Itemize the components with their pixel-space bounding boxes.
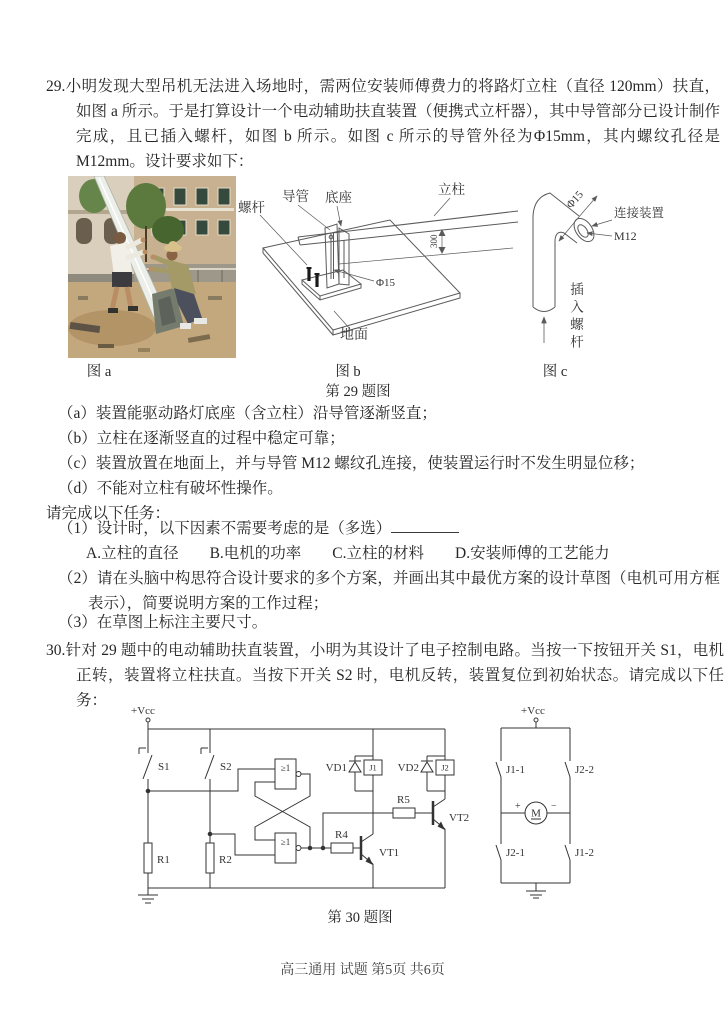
c1-vd1-label: VD1 [325, 762, 347, 774]
page-footer: 高三通用 试题 第5页 共6页 [280, 963, 445, 978]
q29-task1 [58, 516, 459, 541]
q29-tasks-intro: 请完成以下任务： [46, 505, 171, 522]
fig-b-label-phi15: Φ15 [376, 277, 396, 289]
c1-s1-label: S1 [158, 761, 170, 773]
fig-29-group-caption: 第 29 题图 [325, 384, 391, 400]
requirement-b: （b）立柱在逐渐竖直的过程中稳定可靠； [58, 430, 345, 447]
requirement-a: （a）装置能驱动路灯底座（含立柱）沿导管逐渐竖直； [58, 405, 437, 422]
c1-gate2-label: ≥1 [280, 837, 291, 847]
ground-symbol [526, 883, 546, 898]
c2-motor-label: M [531, 807, 541, 820]
q29-stem [46, 74, 720, 174]
switch-s2 [201, 729, 214, 843]
fig-c-caption: 图 c [542, 364, 568, 380]
fig-b-label-base: 底座 [325, 190, 352, 205]
switch-s1 [139, 729, 152, 843]
resistor-r5 [393, 808, 415, 818]
fig-a-caption: 图 a [86, 364, 112, 380]
fig-b-label-ground: 地面 [340, 328, 368, 343]
contact-j1-2 [565, 813, 570, 883]
c2-j21-label: J2-1 [506, 847, 525, 859]
resistor-r1 [144, 843, 152, 873]
q29-stem-text: 小明发现大型吊机无法进入场地时，需两位安装师傅费力的将路灯立柱（直径 120mm）扶直，如图 a 所示。于是打算设计一个电动辅助扶直装置（便携式立杆器），其中导管部分已设计制作完成，且已插入螺杆，如图 b 所示。如图 c 所示的导管外径为Φ15mm，其内螺纹孔径是 M12mm。设计要求如下： [65, 77, 720, 170]
c1-vd2-label: VD2 [397, 762, 419, 774]
contact-j1-1 [496, 728, 501, 813]
contact-j2-2 [565, 728, 570, 813]
q29-task2: （2）请在头脑中构思符合设计要求的多个方案，并画出其中最优方案的设计草图（电机可用方框表示），简要说明方案的工作过程； [58, 570, 720, 612]
fig-b-label-screw: 螺杆 [238, 200, 265, 215]
diode-vd2 [421, 756, 445, 791]
q29-task3: （3）在草图上标注主要尺寸。 [58, 614, 268, 631]
fig-b-drawing [230, 180, 520, 358]
fig-c-label-m12: M12 [614, 229, 637, 243]
resistor-r4 [331, 843, 353, 853]
c1-gate1-label: ≥1 [280, 763, 291, 773]
ground-symbol [138, 888, 158, 903]
q30-stem [46, 638, 724, 713]
fig-b-dim-300: 300 [429, 234, 439, 248]
q29-task1-options: A.立柱的直径 B.电机的功率 C.立柱的材料 D.安装师傅的工艺能力 [86, 545, 610, 562]
q30-control-circuit [95, 703, 485, 908]
fig-c-label-insert-screw: 插入螺杆 [568, 282, 583, 352]
c2-vcc-label: +Vcc [521, 705, 545, 717]
fig-a-photo [68, 176, 236, 358]
q30-motor-circuit [493, 703, 623, 908]
c1-r1-label: R1 [157, 854, 170, 866]
fig-b-label-pole: 立柱 [438, 182, 465, 197]
contact-j2-1 [496, 813, 501, 883]
answer-blank [391, 518, 459, 533]
q29-number: 29. [46, 77, 66, 95]
q30-stem-text: 针对 29 题中的电动辅助扶直装置，小明为其设计了电子控制电路。当按一下按钮开关 S1，电机正转，装置将立柱扶直。当按下开关 S2 时，电机反转，装置复位到初始状态。请完成以下任务： [65, 641, 724, 709]
fig-b-caption: 图 b [335, 364, 361, 380]
c1-r4-label: R4 [335, 829, 348, 841]
q30-number: 30. [46, 641, 66, 659]
requirement-d: （d）不能对立柱有破坏性操作。 [58, 480, 283, 497]
c2-minus-label: − [551, 801, 557, 812]
fig-b-label-tube: 导管 [282, 189, 309, 204]
c1-j1-label: J1 [369, 762, 377, 773]
diode-vd1 [349, 756, 373, 791]
q29-requirements [58, 401, 688, 501]
c1-vt2-label: VT2 [449, 812, 470, 824]
c1-r2-label: R2 [219, 854, 232, 866]
c2-j11-label: J1-1 [506, 764, 525, 776]
fig-c-label-phi15: Φ15 [564, 188, 586, 212]
c2-plus-label: + [515, 801, 521, 812]
requirement-c: （c）装置放置在地面上，并与导管 M12 螺纹孔连接，使装置运行时不发生明显位移； [58, 455, 645, 472]
resistor-r2 [206, 843, 214, 873]
fig-30-caption: 第 30 题图 [327, 910, 393, 926]
c2-j22-label: J2-2 [575, 764, 594, 776]
fig-c-drawing [528, 180, 698, 360]
transistor-vt1 [361, 777, 373, 888]
c1-vt1-label: VT1 [379, 847, 400, 859]
c1-s2-label: S2 [220, 761, 232, 773]
transistor-vt2 [433, 775, 445, 888]
c1-vcc-label: +Vcc [131, 705, 155, 717]
q29-task1-text: （1）设计时，以下因素不需要考虑的是（多选） [58, 520, 392, 537]
c2-j12-label: J1-2 [575, 847, 594, 859]
c1-j2-label: J2 [441, 762, 449, 773]
c1-r5-label: R5 [397, 794, 410, 806]
fig-c-label-connector: 连接装置 [614, 206, 665, 220]
